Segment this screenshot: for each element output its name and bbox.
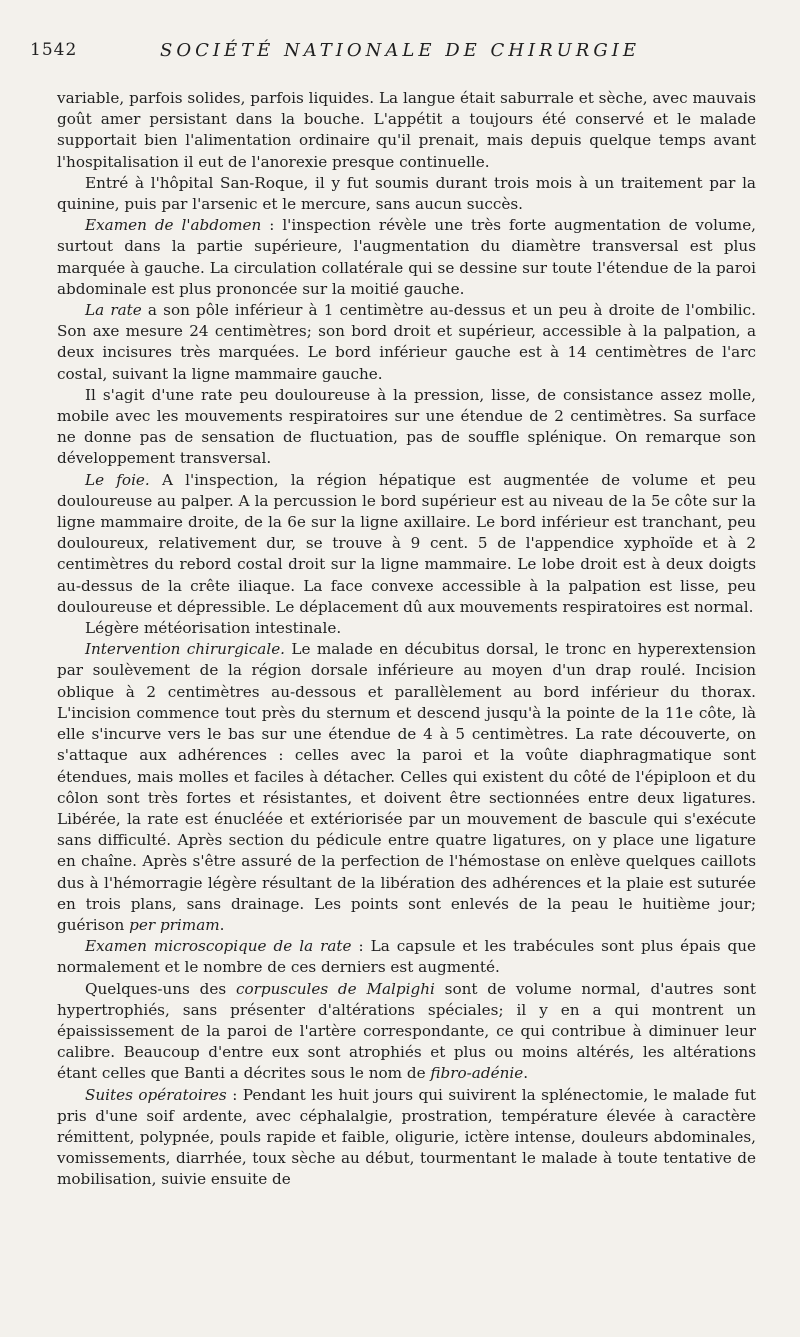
paragraph-text: : La capsule et les trabécules sont plus épais que normalement et le nombre de ces derniers est augmenté. xyxy=(57,937,756,977)
paragraph xyxy=(57,300,756,385)
paragraph xyxy=(57,385,756,470)
paragraph-continued xyxy=(57,88,756,173)
italic-phrase: corpuscules de Malpighi xyxy=(235,979,435,998)
paragraph-text: Le malade en décubitus dorsal, le tronc en hyperextension par soulèvement de la région dorsale inférieure au moyen d'un drap roulé. Incision oblique à 2 centimètres au-dessous et parallèlement au bord inférieur du thorax. L'incision commence tout près du sternum et descend jusqu'à la pointe de la 11e côte, là elle s'incurve vers le bas sur une étendue de 4 à 5 centimètres. La rate découverte, on s'attaque aux adhérences : celles avec la paroi et la voûte diaphragmatique sont étendues, mais molles et faciles à détacher. Celles qui existent du côté de l'épiploon et du côlon sont très fortes et résistantes, et doivent être sectionnées entre deux ligatures. Libérée, la rate est énucléée et extériorisée par un mouvement de bascule qui s'exécute sans difficulté. Après section du pédicule entre quatre ligatures, on y place une ligature en chaîne. Après s'être assuré de la perfection de l'hémostase on enlève quelques caillots dus à l'hémorragie légère résultant de la libération des adhérences et la plaie est suturée en trois plans, sans drainage. Les points sont enlevés de la peau le huitième jour; guérison xyxy=(57,640,756,934)
paragraph-text: A l'inspection, la région hépatique est augmentée de volume et peu douloureuse au palper. A la percussion le bord supérieur est au niveau de la 5e côte sur la ligne mammaire droite, de la 6e sur la ligne axillaire. Le bord inférieur est tranchant, peu douloureux, relativement dur, se trouve à 9 cent. 5 de l'appendice xyphoïde et à 2 centimètres du rebord costal droit sur la ligne mammaire. Le lobe droit est à deux doigts au-dessus de la crête iliaque. La face convexe accessible à la palpation est lisse, peu douloureuse et dépressible. Le déplacement dû aux mouvements respiratoires est normal. xyxy=(57,470,756,616)
paragraph xyxy=(57,215,756,300)
paragraph xyxy=(57,173,756,215)
punctuation: . xyxy=(523,1064,529,1083)
paragraph-text: Entré à l'hôpital San-Roque, il y fut soumis durant trois mois à un traitement par la quinine, puis par l'arsenic et le mercure, sans aucun succès. xyxy=(57,173,756,214)
paragraph-text: : Pendant les huit jours qui suivirent la splénectomie, le malade fut pris d'une soif ardente, avec céphalalgie, prostration, température élevée à caractère rémittent, polypnée, pouls rapide et faible, oligurie, ictère intense, douleurs abdominales, vomissements, diarrhée, toux sèche au début, tourmentant le malade à toute tentative de mobilisation, suivie ensuite de xyxy=(57,1085,756,1189)
italic-heading: La rate xyxy=(85,301,142,320)
paragraph-text: a son pôle inférieur à 1 centimètre au-dessus et un peu à droite de l'ombilic. Son axe mesure 24 centimètres; son bord droit et supérieur, accessible à la palpation, a deux incisures très marquées. Le bord inférieur gauche est à 14 centimètres de l'arc costal, suivant la ligne mammaire gauche. xyxy=(57,301,756,383)
paragraph xyxy=(57,618,756,639)
italic-phrase: fibro-adénie xyxy=(430,1064,524,1083)
italic-heading: Suites opératoires xyxy=(85,1085,227,1104)
paragraph xyxy=(57,470,756,618)
punctuation: . xyxy=(219,915,225,934)
italic-heading: Le foie. xyxy=(85,470,150,489)
italic-phrase: per primam xyxy=(129,915,220,934)
paragraph-text: Légère météorisation intestinale. xyxy=(85,619,342,638)
paragraph xyxy=(57,1085,756,1191)
page-header xyxy=(30,36,770,66)
paragraph-text: : l'inspection révèle une très forte augmentation de volume, surtout dans la partie supérieure, l'augmentation du diamètre transversal est plus marquée à gauche. La circulation collatérale qui se dessine sur toute l'étendue de la paroi abdominale est plus prononcée sur la moitié gauche. xyxy=(57,216,757,298)
paragraph-text: variable, parfois solides, parfois liquides. La langue était saburrale et sèche, avec mauvais goût amer persistant dans la bouche. L'appétit a toujours été conservé et le malade supportait bien l'alimentation ordinaire qu'il prenait, mais depuis quelque temps avant l'hospitalisation il eut de l'anorexie presque continuelle. xyxy=(57,89,756,171)
paragraph xyxy=(57,936,756,978)
paragraph-text: Il s'agit d'une rate peu douloureuse à la pression, lisse, de consistance assez molle, mobile avec les mouvements respiratoires sur une étendue de 2 centimètres. Sa surface ne donne pas de sensation de fluctuation, pas de souffle splénique. On remarque son développement transversal. xyxy=(57,385,756,468)
paragraph xyxy=(57,979,756,1085)
italic-heading: Intervention chirurgicale. xyxy=(85,640,286,659)
paragraph-text: sont de volume normal, d'autres sont hypertrophiés, sans présenter d'altérations spéciales; il y en a qui montrent un épaississement de la paroi de l'artère correspondante, ce qui contribue à diminuer leur calibre. Beaucoup d'entre eux sont atrophiés et plus ou moins altérés, les altérations étant celles que Banti a décrites sous le nom de xyxy=(57,979,757,1083)
page-number: 1542 xyxy=(30,40,78,60)
running-title: SOCIÉTÉ NATIONALE DE CHIRURGIE xyxy=(160,40,640,61)
paragraph xyxy=(57,639,756,936)
body-text xyxy=(57,88,756,1191)
paragraph-text: Quelques-uns des xyxy=(85,979,236,998)
italic-heading: Examen microscopique de la rate xyxy=(85,937,352,956)
italic-heading: Examen de l'abdomen xyxy=(85,216,262,235)
